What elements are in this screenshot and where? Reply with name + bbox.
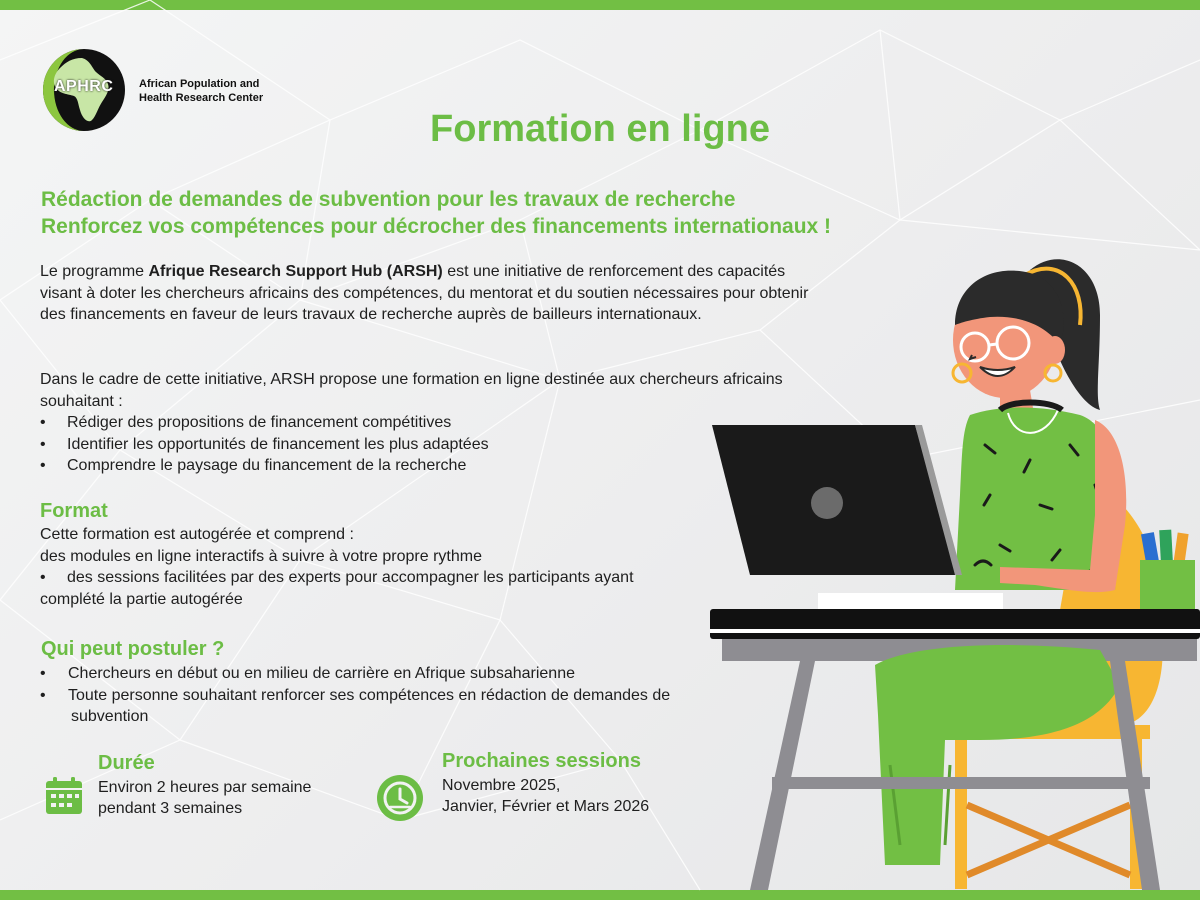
program-name: Afrique Research Support Hub <box>148 263 383 280</box>
sessions-title: Prochaines sessions <box>442 750 641 772</box>
subtitle-line1: Rédaction de demandes de subvention pour les travaux de recherche <box>41 188 736 211</box>
logo-abbreviation: APHRC <box>54 78 114 95</box>
calendar-icon <box>44 776 84 816</box>
subtitle <box>41 186 941 240</box>
format-section <box>40 524 740 610</box>
duration-title: Durée <box>98 752 155 774</box>
list-item: • Rédiger des propositions de financement compétitives <box>40 412 830 434</box>
legs <box>875 645 1120 865</box>
format-heading: Format <box>40 500 108 522</box>
page-title: Formation en ligne <box>430 108 770 150</box>
format-line1: Cette formation est autogérée et comprend : <box>40 526 354 543</box>
duration-line1: Environ 2 heures par semaine <box>98 779 312 796</box>
eligibility-section <box>40 663 770 728</box>
list-item: • des sessions facilitées par des experts pour accompagner les participants ayant <box>40 567 740 589</box>
eligibility-continuation: subvention <box>71 708 149 725</box>
list-item: • Chercheurs en début ou en milieu de carrière en Afrique subsaharienne <box>40 663 770 685</box>
format-continuation: complété la partie autogérée <box>40 590 243 608</box>
desk-crossbar <box>772 777 1150 789</box>
duration-line2: pendant 3 semaines <box>98 800 243 817</box>
format-list <box>40 567 740 589</box>
clock-icon <box>376 774 424 822</box>
intro-prefix: Le programme <box>40 263 149 280</box>
subtitle-line2: Renforcez vos compétences pour décrocher des financements internationaux ! <box>41 215 832 238</box>
sessions-line2: Janvier, Février et Mars 2026 <box>442 798 650 815</box>
woman-at-laptop-illustration <box>700 245 1200 890</box>
head <box>953 271 1065 398</box>
organization-name-line1: African Population and <box>139 78 260 90</box>
eligibility-list <box>40 663 770 706</box>
list-item: • Comprendre le paysage du financement de la recherche <box>40 455 830 477</box>
list-item: • Identifier les opportunités de financement les plus adaptées <box>40 434 830 456</box>
list-item: • Toute personne souhaitant renforcer ses compétences en rédaction de demandes de <box>40 685 770 707</box>
initiative-text: Dans le cadre de cette initiative, ARSH propose une formation en ligne destinée aux chercheurs africains souhaitant : <box>40 371 783 410</box>
program-acronym: (ARSH) <box>382 263 443 280</box>
intro-rest: est une initiative de renforcement des capacités visant à doter les chercheurs africains des compétences, du mentorat et du soutien nécessaires pour obtenir des financements en faveur de leurs travaux de recherche auprès de bailleurs internationaux. <box>40 263 809 323</box>
eligibility-heading: Qui peut postuler ? <box>41 638 225 660</box>
sessions-line1: Novembre 2025, <box>442 777 561 794</box>
desk-leg <box>750 661 815 890</box>
organization-name-line2: Health Research Center <box>139 92 264 104</box>
format-line2: des modules en ligne interactifs à suivre à votre propre rythme <box>40 547 482 565</box>
organization-name <box>139 77 269 105</box>
pencil-cup <box>1140 530 1195 610</box>
